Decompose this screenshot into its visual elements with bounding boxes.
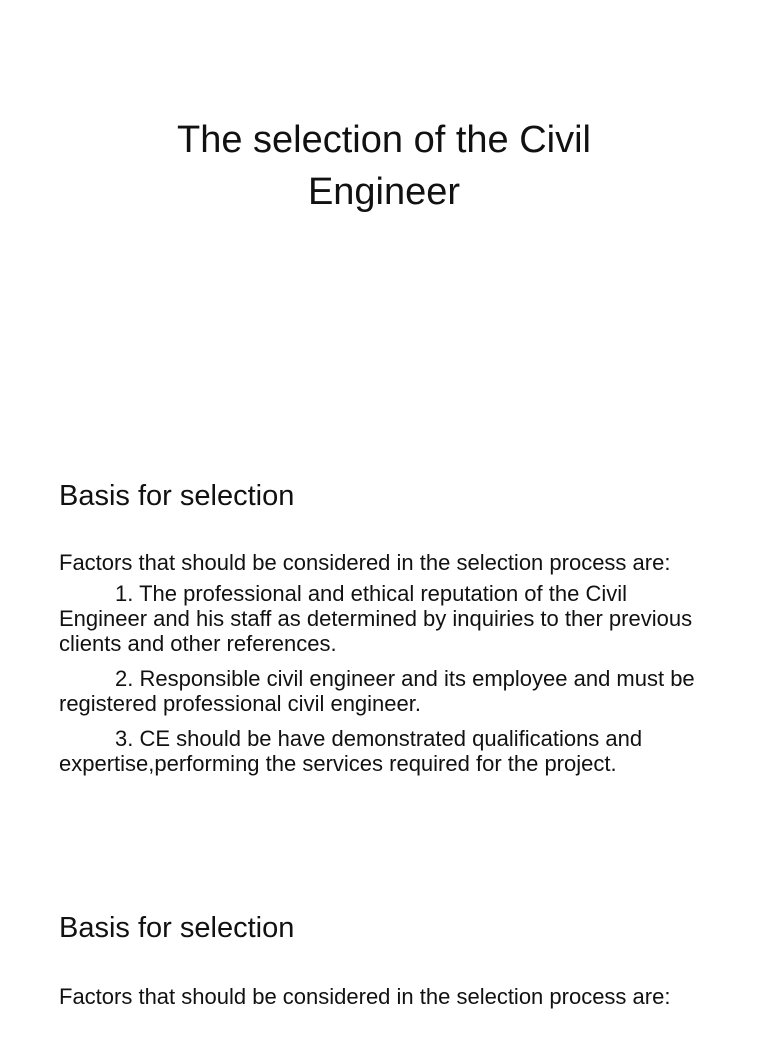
slide-heading: Basis for selection — [59, 480, 295, 512]
slide-basis-for-selection-continued — [0, 864, 768, 1064]
list-item — [59, 581, 719, 656]
slide-body — [59, 984, 719, 1015]
slide-body — [59, 550, 719, 786]
list-item-text: 1. The professional and ethical reputation of the Civil Engineer and his staff as determined by inquiries to ther previous clients and other references. — [59, 581, 693, 656]
title-line-1: The selection of the Civil — [177, 119, 591, 161]
intro-paragraph: Factors that should be considered in the selection process are: — [59, 984, 671, 1009]
slide-title — [0, 0, 768, 430]
list-item-text: 3. CE should be have demonstrated qualifications and expertise,performing the services required for the project. — [59, 726, 643, 776]
intro-paragraph: Factors that should be considered in the selection process are: — [59, 550, 671, 575]
title-line-2: Engineer — [307, 171, 461, 213]
list-item — [59, 726, 719, 776]
list-item-text: 2. Responsible civil engineer and its employee and must be registered professional civil engineer. — [59, 666, 695, 716]
slide-basis-for-selection — [0, 432, 768, 862]
page-title — [60, 114, 708, 218]
list-item — [59, 666, 719, 716]
slide-heading: Basis for selection — [59, 912, 295, 944]
